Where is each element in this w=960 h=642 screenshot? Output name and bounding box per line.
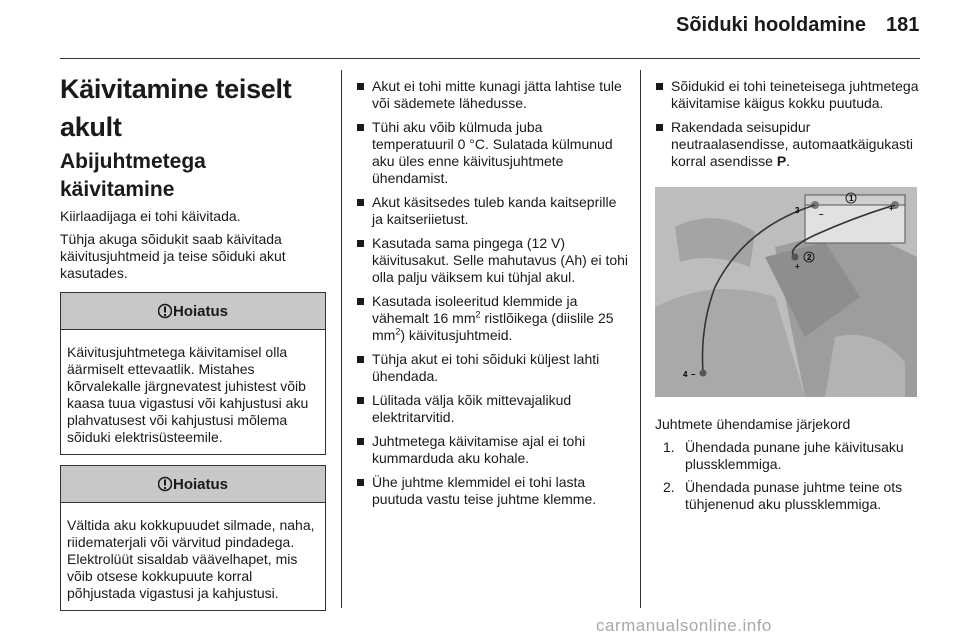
- column-middle: [356, 78, 628, 515]
- step-item: [655, 439, 920, 473]
- subsection-title: Abijuhtmetega käivitamine: [60, 150, 206, 201]
- paragraph: Tühja akuga sõidukit saab käivitada käivitusjuhtmeid ja teise sõiduki akut kasutades.: [60, 231, 286, 281]
- warning-icon: [158, 476, 172, 492]
- bullet-text: ristlõikega (diislile 25 mm: [372, 310, 614, 343]
- bullet-item-cable-spec: [356, 293, 628, 344]
- watermark: carmanualsonline.info: [596, 616, 772, 635]
- step-number: 2.: [663, 479, 675, 495]
- bullet-item: Akut käsitsedes tuleb kanda kaitseprille ja kaitseriietust.: [356, 194, 628, 228]
- warning-label: Hoiatus: [172, 475, 228, 493]
- bullet-item: Tühja akut ei tohi sõiduki küljest lahti ühendada.: [356, 351, 628, 385]
- column-divider: [640, 70, 641, 608]
- gear-position: P: [776, 153, 787, 169]
- bullet-text: Kasutada isoleeritud klemmide ja vähemalt 16 mm: [372, 293, 578, 326]
- paragraph: Kiirlaadijaga ei tohi käivitada.: [60, 208, 241, 224]
- figure-label-2: 2: [807, 253, 812, 262]
- bullet-item: Sõidukid ei tohi teineteisega juhtmetega käivitamise käigus kokku puutuda.: [655, 78, 920, 112]
- bullet-item: Kasutada sama pingega (12 V) käivitusakut. Selle mahutavus (Ah) ei tohi olla palju väiksem kui tühjal akul.: [356, 235, 628, 286]
- bullet-text: Rakendada seisupidur neutraalasendisse, automaatkäigukasti korral asendisse: [671, 119, 914, 169]
- step-text: Ühendada punane juhe käivitusaku plussklemmiga.: [685, 439, 904, 472]
- bullet-item: Akut ei tohi mitte kunagi jätta lahtise tule või sädemete lähedusse.: [356, 78, 628, 112]
- column-divider: [341, 70, 342, 608]
- warning-box: [60, 465, 326, 611]
- bullet-text: ) käivitusjuhtmeid.: [400, 327, 513, 343]
- figure-label-minus: –: [691, 370, 696, 379]
- figure-label-minus: –: [819, 210, 824, 219]
- bullet-item: Lülitada välja kõik mittevajalikud elektritarvitid.: [356, 392, 628, 426]
- superscript: 2: [395, 326, 401, 337]
- bullet-item-parking: [655, 119, 920, 170]
- warning-label: Hoiatus: [172, 302, 228, 320]
- figure-label-4: 4: [683, 370, 688, 379]
- warning-icon: [158, 303, 172, 319]
- step-item: [655, 479, 920, 513]
- engine-bay-illustration: [655, 187, 917, 397]
- step-number: 1.: [663, 439, 675, 455]
- section-title: Käivitamine teiselt akult: [60, 74, 292, 142]
- figure-label-1: 1: [849, 194, 854, 203]
- warning-text: Vältida aku kokkupuudet silmade, naha, riidematerjali või värvitud pindadega. Elektrolüüt sisaldab väävelhapet, mis võib otsese kokkupuute korral põhjustada vigastusi ja kahjustusi.: [67, 517, 315, 601]
- column-right: [655, 78, 920, 519]
- figure-caption: Juhtmete ühendamise järjekord: [655, 416, 851, 432]
- bullet-item: Ühe juhtme klemmidel ei tohi lasta puutuda vastu teise juhtme klemme.: [356, 474, 628, 508]
- page-number: 181: [886, 14, 920, 36]
- figure-label-plus: +: [889, 204, 894, 213]
- bullet-item: Juhtmetega käivitamise ajal ei tohi kummarduda aku kohale.: [356, 433, 628, 467]
- superscript: 2: [475, 309, 481, 320]
- figure-label-plus: +: [795, 262, 800, 271]
- figure-label-3: 3: [795, 206, 800, 215]
- bullet-text: .: [786, 153, 791, 169]
- warning-header: [61, 293, 325, 330]
- warning-text: Käivitusjuhtmetega käivitamisel olla äärmiselt ettevaatlik. Mistahes kõrvalekalle järgnevatest juhistest võib kaasa tuua vigastusi või kahjustusi aku plahvatusest või kahjustusi mõlema sõiduki elektrisüsteemile.: [67, 344, 309, 445]
- warning-box: [60, 292, 326, 455]
- column-left: [60, 70, 326, 611]
- bullet-item: Tühi aku võib külmuda juba temperatuuril 0 °C. Sulatada külmunud aku üles enne käivitusjuhtmete ühendamist.: [356, 119, 628, 187]
- running-header-title: Sõiduki hooldamine: [676, 14, 867, 36]
- step-text: Ühendada punase juhtme teine ots tühjenenud aku plussklemmiga.: [685, 479, 903, 512]
- warning-header: [61, 466, 325, 503]
- header-rule: [60, 58, 920, 59]
